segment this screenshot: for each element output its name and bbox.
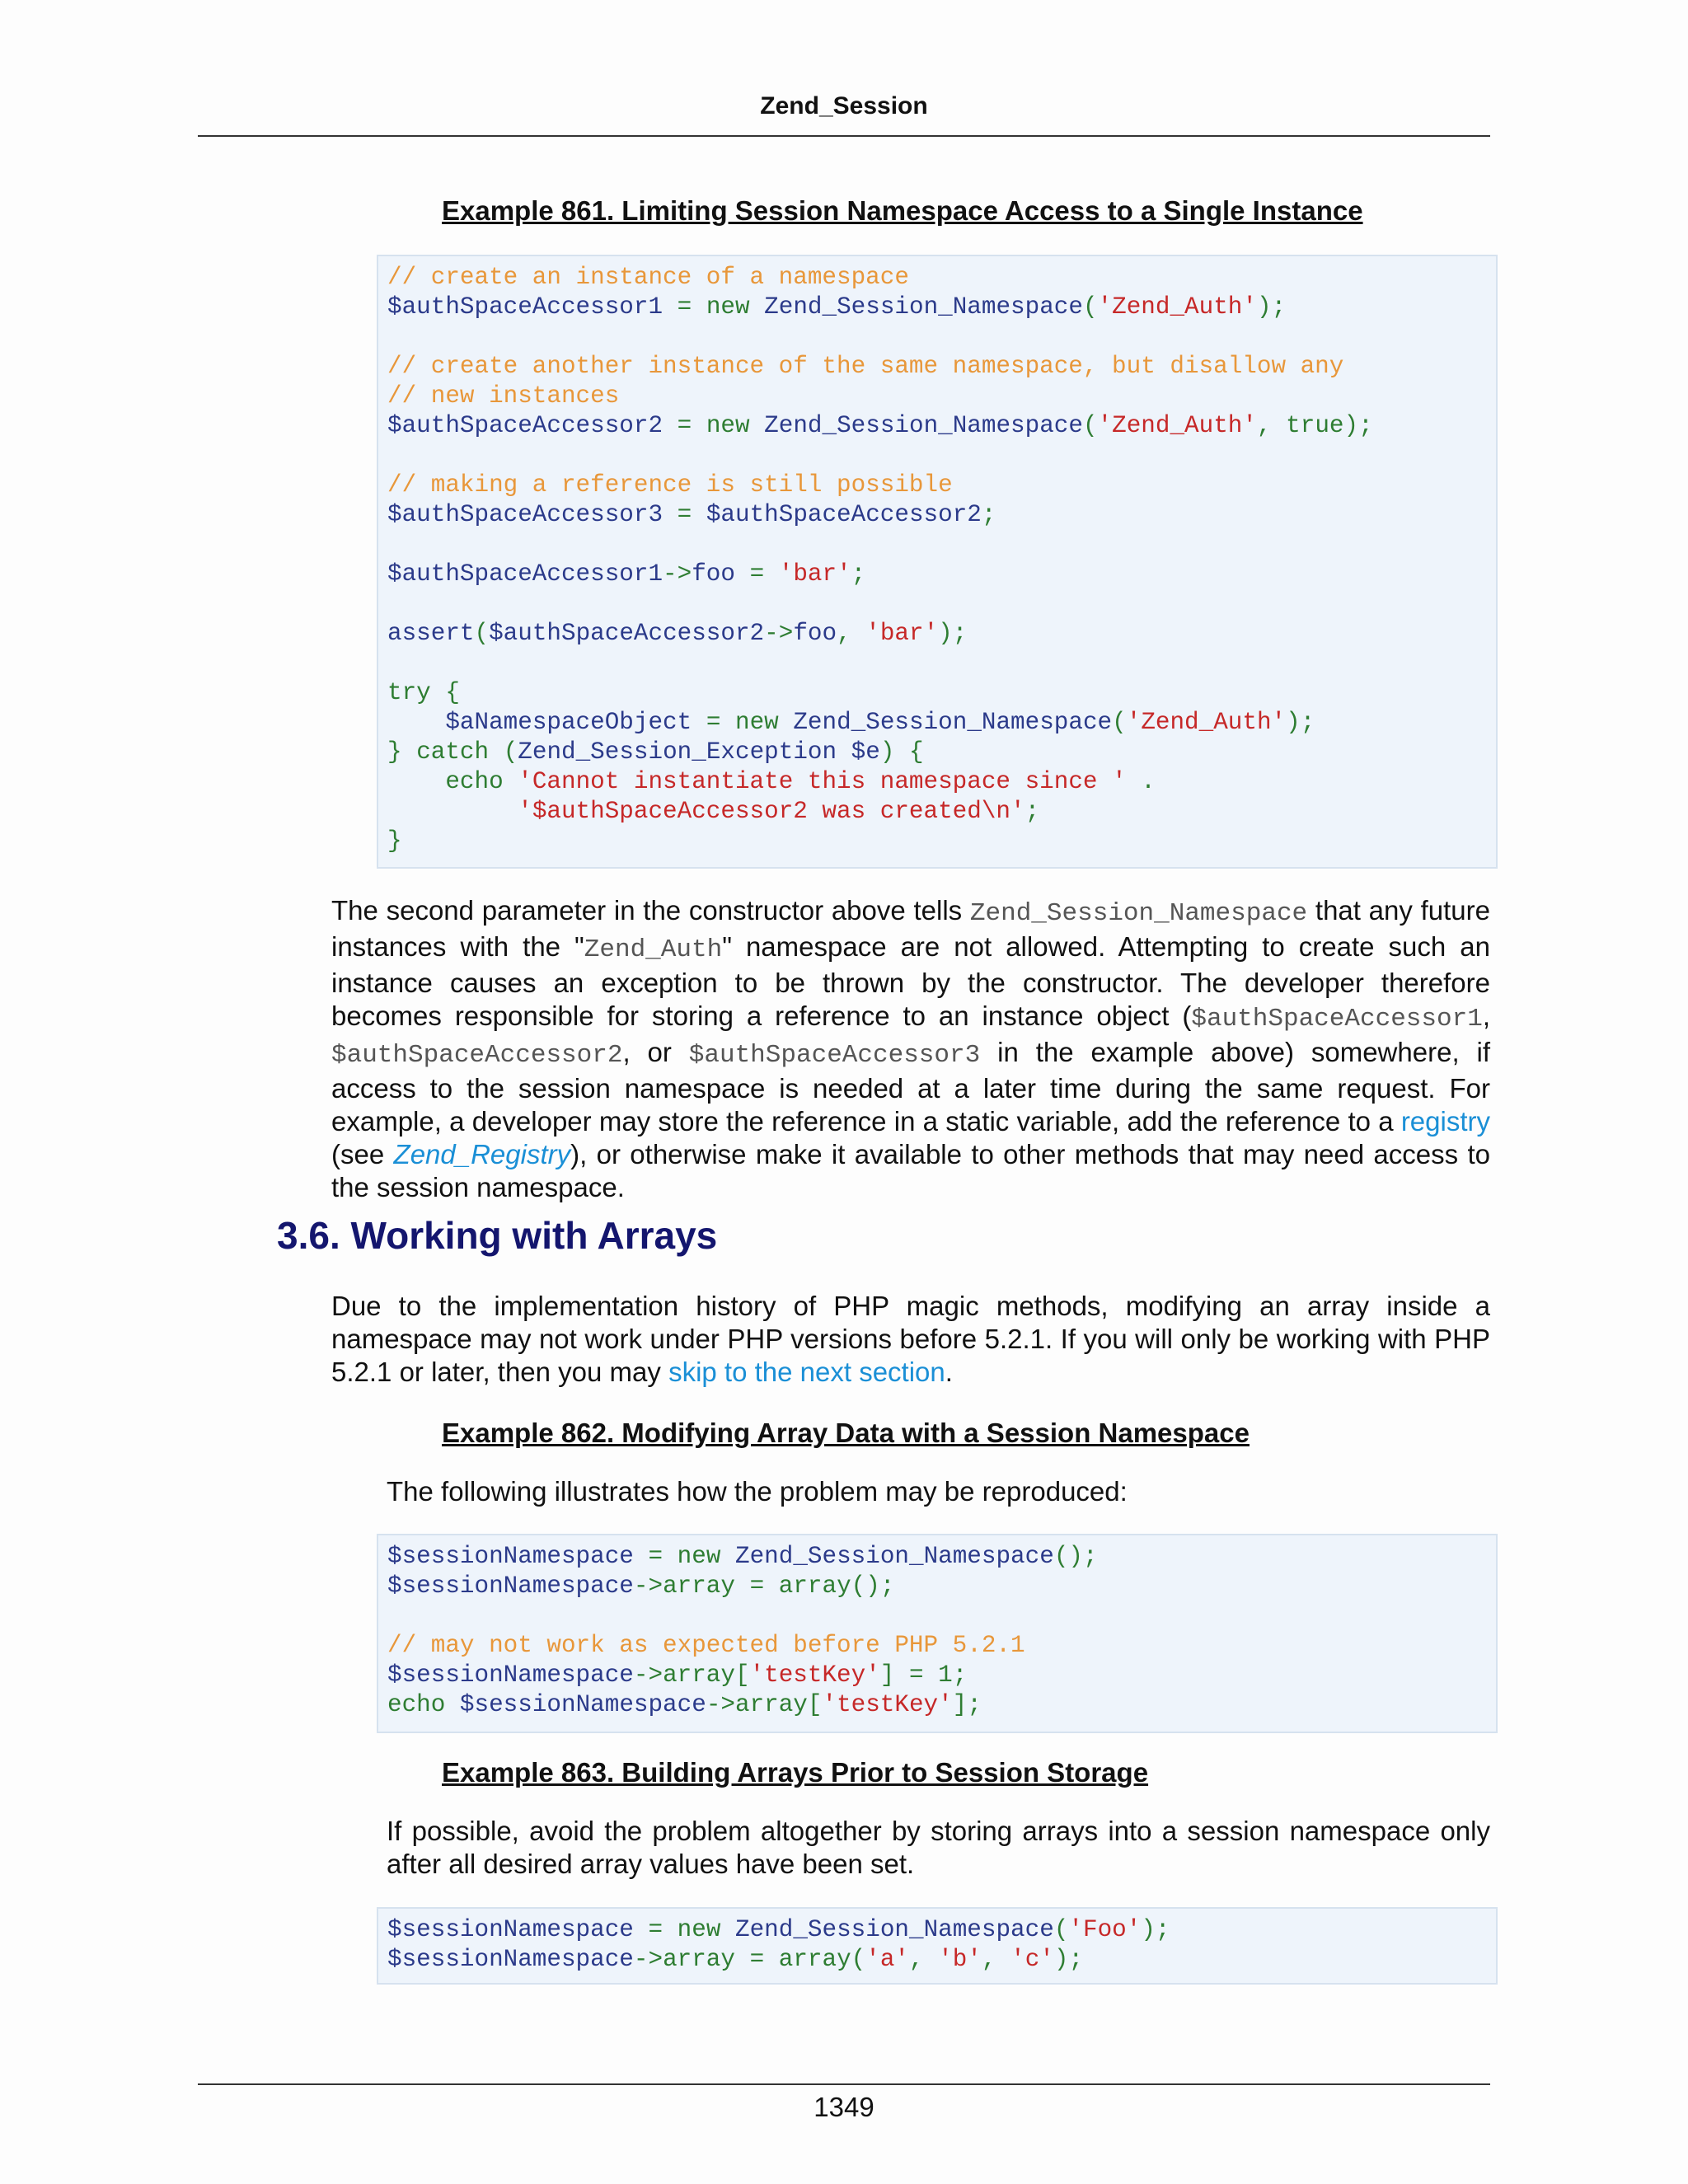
code-line: '$authSpaceAccessor2 was created\n'; bbox=[518, 798, 1040, 825]
code-line: try { bbox=[387, 679, 460, 706]
code-line: // create an instance of a namespace bbox=[387, 264, 909, 291]
code-line: $authSpaceAccessor1->foo = 'bar'; bbox=[387, 560, 866, 588]
code-line: $aNamespaceObject = new Zend_Session_Namespace('Zend_Auth'); bbox=[445, 709, 1315, 736]
code-line: } bbox=[387, 827, 402, 855]
code-line bbox=[387, 530, 1496, 560]
code-line: $sessionNamespace = new Zend_Session_Namespace('Foo'); bbox=[387, 1916, 1170, 1943]
code-line bbox=[387, 1601, 1496, 1631]
section-heading: 3.6. Working with Arrays bbox=[277, 1214, 718, 1257]
footer-rule bbox=[198, 2083, 1490, 2085]
running-header: Zend_Session bbox=[760, 92, 928, 120]
inline-code: Zend_Auth bbox=[584, 935, 723, 964]
example-863-title: Example 863. Building Arrays Prior to Session Storage bbox=[442, 1757, 1149, 1788]
inline-code: $authSpaceAccessor2 bbox=[331, 1041, 623, 1070]
code-line: $sessionNamespace->array = array('a', 'b', 'c'); bbox=[387, 1946, 1084, 1973]
example-862-code-block bbox=[377, 1534, 1498, 1733]
code-line: $authSpaceAccessor1 = new Zend_Session_Namespace('Zend_Auth'); bbox=[387, 293, 1287, 321]
inline-code: Zend_Session_Namespace bbox=[969, 899, 1308, 928]
code-line: $sessionNamespace->array['testKey'] = 1; bbox=[387, 1661, 968, 1689]
code-line bbox=[387, 589, 1496, 619]
example-862-title: Example 862. Modifying Array Data with a Session Namespace bbox=[442, 1418, 1250, 1448]
code-line: // create another instance of the same namespace, but disallow any bbox=[387, 353, 1344, 380]
code-line: $authSpaceAccessor3 = $authSpaceAccessor2; bbox=[387, 501, 996, 528]
example-861-title: Example 861. Limiting Session Namespace Access to a Single Instance bbox=[442, 195, 1363, 226]
header-rule bbox=[198, 135, 1490, 137]
code-line bbox=[387, 322, 1496, 352]
code-line: echo 'Cannot instantiate this namespace since ' . bbox=[445, 768, 1156, 795]
code-line: // new instances bbox=[387, 382, 620, 410]
code-line: // making a reference is still possible bbox=[387, 471, 953, 499]
example-862-intro: The following illustrates how the problem may be reproduced: bbox=[387, 1476, 1128, 1507]
example-863-intro: If possible, avoid the problem altogether by storing arrays into a session namespace only after all desired array values have been set. bbox=[387, 1816, 1490, 1879]
inline-code: $authSpaceAccessor1 bbox=[1191, 1005, 1483, 1033]
code-line: $sessionNamespace = new Zend_Session_Namespace(); bbox=[387, 1543, 1098, 1570]
registry-link[interactable]: registry bbox=[1400, 1106, 1490, 1137]
example-863-code-block bbox=[377, 1907, 1498, 1985]
paragraph-working-with-arrays: Due to the implementation history of PHP magic methods, modifying an array inside a namespace may not work under PHP versions before 5.2.1. If you will only be working with PHP 5.2.1 or later, then you may skip to the next section. bbox=[331, 1291, 1490, 1387]
code-line: $sessionNamespace->array = array(); bbox=[387, 1572, 895, 1600]
inline-code: $authSpaceAccessor3 bbox=[688, 1041, 981, 1070]
code-line bbox=[387, 441, 1496, 471]
page-number: 1349 bbox=[814, 2092, 874, 2122]
code-line bbox=[387, 649, 1496, 678]
code-line: } catch (Zend_Session_Exception $e) { bbox=[387, 738, 924, 766]
zend-registry-link[interactable]: Zend_Registry bbox=[393, 1139, 571, 1169]
example-861-code-block bbox=[377, 255, 1498, 869]
paragraph-namespace-single-instance: The second parameter in the constructor above tells Zend_Session_Namespace that any future instances with the "Zend_Auth" namespace are not allowed. Attempting to create such an instance causes an exception to be thrown by the constructor. The developer therefore becomes responsible for storing a reference to an instance object ($authSpaceAccessor1, $authSpaceAccessor2, or $authSpaceAccessor3 in the example above) somewhere, if access to the session namespace is needed at a later time during the same request. For example, a developer may store the reference in a static variable, add the reference to a registry (see Zend_Registry), or otherwise make it available to other methods that may need access to the session namespace. bbox=[331, 895, 1490, 1202]
code-line: // may not work as expected before PHP 5.2.1 bbox=[387, 1632, 1025, 1659]
code-line: $authSpaceAccessor2 = new Zend_Session_Namespace('Zend_Auth', true); bbox=[387, 412, 1373, 439]
skip-next-section-link[interactable]: skip to the next section bbox=[668, 1357, 945, 1387]
code-line: assert($authSpaceAccessor2->foo, 'bar'); bbox=[387, 620, 968, 647]
code-line: echo $sessionNamespace->array['testKey']; bbox=[387, 1691, 982, 1718]
